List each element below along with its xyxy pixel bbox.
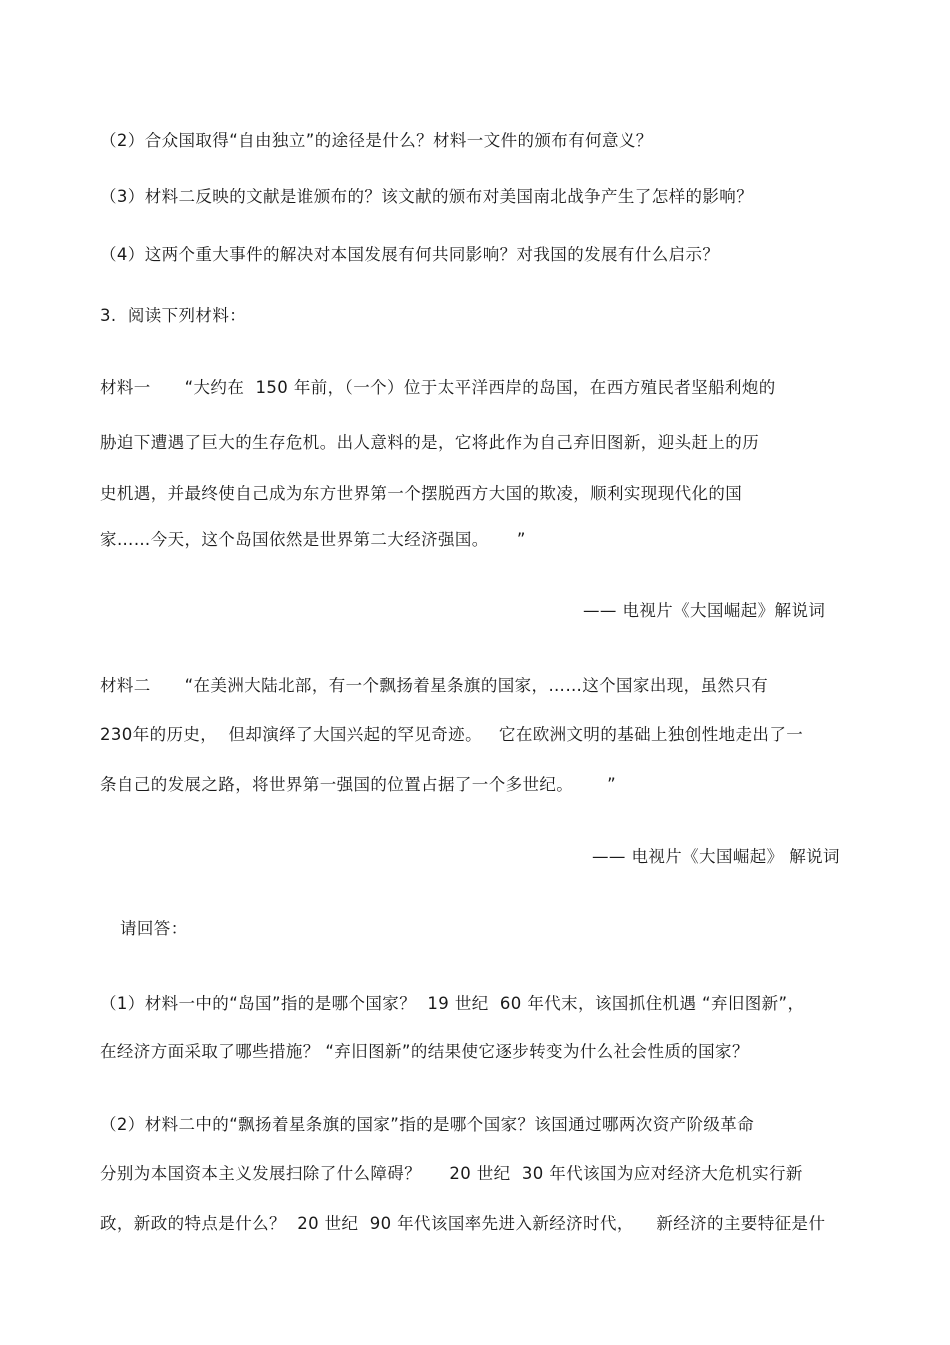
question-2-4: （4）这两个重大事件的解决对本国发展有何共同影响？对我国的发展有什么启示？ (100, 245, 720, 264)
material-2-source: —— 电视片《大国崛起》 解说词 (592, 847, 840, 866)
question-3-1-line-1: （1）材料一中的“岛国”指的是哪个国家？ 19 世纪 60 年代末，该国抓住机遇 “弃旧图新”， (100, 994, 805, 1013)
question-2-2: （2）合众国取得“自由独立”的途径是什么？材料一文件的颁布有何意义？ (100, 131, 653, 150)
question-3-1-line-2: 在经济方面采取了哪些措施？ “弃旧图新”的结果使它逐步转变为什么社会性质的国家？ (100, 1042, 749, 1061)
question-3-2-line-1: （2）材料二中的“飘扬着星条旗的国家”指的是哪个国家？该国通过哪两次资产阶级革命 (100, 1115, 755, 1134)
question-3-2-line-3: 政，新政的特点是什么？ 20 世纪 90 年代该国率先进入新经济时代， 新经济的主要特征是什 (100, 1214, 826, 1233)
question-2-3: （3）材料二反映的文献是谁颁布的？该文献的颁布对美国南北战争产生了怎样的影响？ (100, 187, 754, 206)
material-1-line-2: 胁迫下遭遇了巨大的生存危机。出人意料的是，它将此作为自己弃旧图新，迎头赶上的历 (100, 433, 760, 452)
material-1-line-3: 史机遇，并最终使自己成为东方世界第一个摆脱西方大国的欺凌，顺利实现现代化的国 (100, 484, 743, 503)
material-1-source: —— 电视片《大国崛起》解说词 (583, 601, 826, 620)
answer-prompt: 请回答： (120, 919, 188, 938)
material-2-line-2: 230年的历史， 但却演绎了大国兴起的罕见奇迹。 它在欧洲文明的基础上独创性地走出了一 (100, 725, 804, 744)
material-2-line-1: 材料二 “在美洲大陆北部，有一个飘扬着星条旗的国家，……这个国家出现，虽然只有 (100, 676, 769, 695)
material-1-line-4: 家……今天，这个岛国依然是世界第二大经济强国。 ” (100, 530, 526, 549)
question-3-heading: 3. 阅读下列材料： (100, 306, 247, 325)
material-1-line-1: 材料一 “大约在 150 年前，（一个）位于太平洋西岸的岛国，在西方殖民者坚船利炮的 (100, 378, 776, 397)
question-3-2-line-2: 分别为本国资本主义发展扫除了什么障碍？ 20 世纪 30 年代该国为应对经济大危机实行新 (100, 1164, 803, 1183)
material-2-line-3: 条自己的发展之路，将世界第一强国的位置占据了一个多世纪。 ” (100, 775, 617, 794)
